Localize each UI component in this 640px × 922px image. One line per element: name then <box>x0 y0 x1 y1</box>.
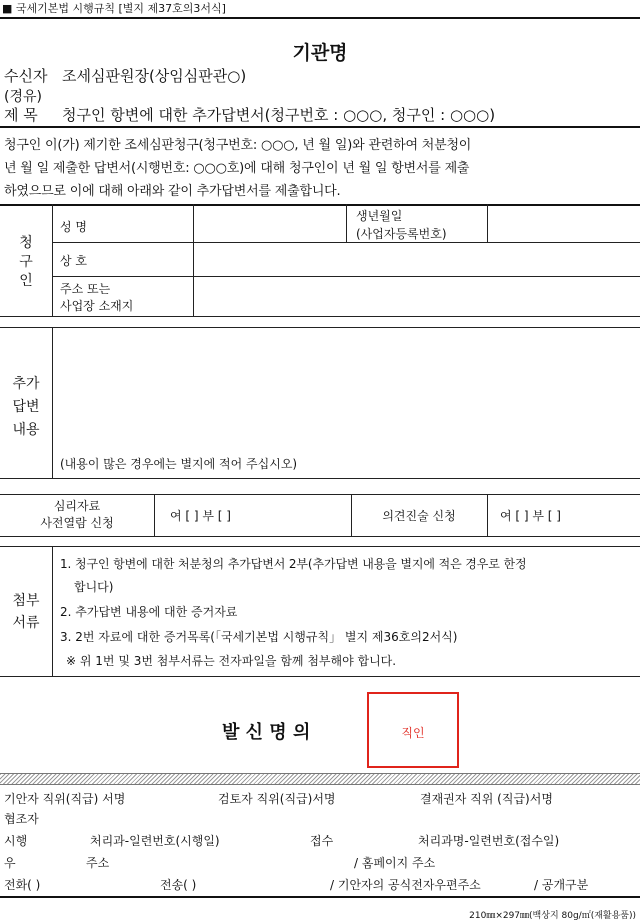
attachment-item-1: 1. 청구인 항변에 대한 처분청의 추가답변서 2부(추가답변 내용을 별지에 적은 경우로 한정 <box>60 557 527 571</box>
address-field[interactable] <box>194 277 640 315</box>
recipient-value: 조세심판원장(상임심판관○) <box>62 67 247 85</box>
claimant-section-char-1: 청 <box>19 235 33 251</box>
address-footer-label: 주소 <box>86 856 110 870</box>
sender-title: 발 신 명 의 <box>222 722 311 743</box>
attachment-note: ※ 위 1번 및 3번 첨부서류는 전자파일을 함께 첨부해야 합니다. <box>66 654 397 668</box>
page-title: 기관명 <box>292 42 348 64</box>
top-rule <box>0 17 640 19</box>
birth-left-divider <box>346 204 347 242</box>
attachment-item-3: 3. 2번 자료에 대한 증거목록(「국세기본법 시행규칙」 별지 제36호의2서식) <box>60 630 458 644</box>
cooperator-label: 협조자 <box>4 812 39 826</box>
intro-line-2: 년 월 일 제출한 답변서(시행번호: ○○○호)에 대해 청구인이 년 월 일 항변서를 제출 <box>4 161 470 176</box>
address-label-2: 사업장 소재지 <box>60 299 134 313</box>
birth-label-2: (사업자등록번호) <box>356 227 447 241</box>
attachment-item-2: 2. 추가답변 내용에 대한 증거자료 <box>60 605 238 619</box>
birth-field[interactable] <box>488 205 640 241</box>
hatched-divider <box>0 773 640 785</box>
attachments-bottom-rule <box>0 676 640 677</box>
review-bottom-rule <box>0 536 640 537</box>
additional-bottom-rule <box>0 478 640 479</box>
drafter-label: 기안자 직위(직급) 서명 <box>4 792 126 806</box>
address-label-1: 주소 또는 <box>60 282 111 296</box>
additional-note: (내용이 많은 경우에는 별지에 적어 주십시오) <box>60 457 298 471</box>
postal-label: 우 <box>4 856 16 870</box>
intro-line-1: 청구인 이(가) 제기한 조세심판청구(청구번호: ○○○, 년 월 일)와 관련하여 처분청이 <box>4 138 472 153</box>
recipient-divider <box>0 126 640 128</box>
reviewer-label: 검토자 직위(직급)서명 <box>218 792 336 806</box>
review-divider-1 <box>154 494 155 536</box>
additional-label-3: 내용 <box>12 422 40 438</box>
prior-view-label-1: 심리자료 <box>53 499 101 513</box>
approver-label: 결재권자 직위 (직급)서명 <box>420 792 553 806</box>
receipt-label: 접수 <box>310 834 334 848</box>
review-divider-3 <box>487 494 488 536</box>
claimant-section-char-3: 인 <box>19 273 33 289</box>
processing-number: 처리과-일련번호(시행일) <box>90 834 220 848</box>
additional-content-area[interactable] <box>53 328 640 448</box>
trade-name-label: 상 호 <box>60 254 87 268</box>
birth-label-1: 생년월일 <box>356 209 403 223</box>
homepage-label: / 홈페이지 주소 <box>354 856 436 870</box>
official-seal-label: 직인 <box>401 726 425 740</box>
recipient-label: 수신자 <box>4 67 48 85</box>
via-label: (경유) <box>4 89 42 105</box>
attachment-item-1-cont: 합니다) <box>74 580 114 594</box>
claimant-bottom-rule <box>0 316 640 317</box>
subject-label: 제 목 <box>4 106 38 124</box>
claimant-col-divider <box>52 204 53 316</box>
additional-label-1: 추가 <box>12 376 40 392</box>
email-label: / 기안자의 공식전자우편주소 <box>330 878 481 892</box>
form-reference: ■ 국세기본법 시행규칙 [별지 제37호의3서식] <box>2 2 226 15</box>
intro-line-3: 하였으므로 이에 대해 아래와 같이 추가답변서를 제출합니다. <box>4 184 341 199</box>
review-top-rule <box>0 494 640 495</box>
prior-view-label-2: 사전열람 신청 <box>40 516 114 530</box>
opinion-yes-no[interactable]: 여 [ ] 부 [ ] <box>500 509 561 523</box>
opinion-label: 의견진술 신청 <box>382 509 456 523</box>
name-label: 성 명 <box>60 220 87 234</box>
official-seal-box <box>367 692 459 768</box>
phone-label: 전화( ) <box>4 878 41 892</box>
trade-name-field[interactable] <box>194 243 640 275</box>
bottom-rule <box>0 896 640 898</box>
claimant-section-char-2: 구 <box>19 254 33 270</box>
name-field[interactable] <box>194 205 345 241</box>
attachments-col-divider <box>52 546 53 676</box>
additional-label-2: 답변 <box>12 399 40 415</box>
attachments-label-2: 서류 <box>12 615 40 631</box>
prior-view-yes-no[interactable]: 여 [ ] 부 [ ] <box>170 509 231 523</box>
disclosure-label: / 공개구분 <box>534 878 589 892</box>
enforce-label: 시행 <box>4 834 28 848</box>
attachments-top-rule <box>0 546 640 547</box>
fax-label: 전송( ) <box>160 878 197 892</box>
subject-text: 청구인 항변에 대한 추가답변서(청구번호 : ○○○, 청구인 : ○○○) <box>62 106 496 124</box>
attachments-label-1: 첨부 <box>12 593 40 609</box>
paper-spec: 210㎜×297㎜(백상지 80g/㎡(재활용품)) <box>469 911 636 921</box>
receipt-number: 처리과명-일련번호(접수일) <box>418 834 560 848</box>
